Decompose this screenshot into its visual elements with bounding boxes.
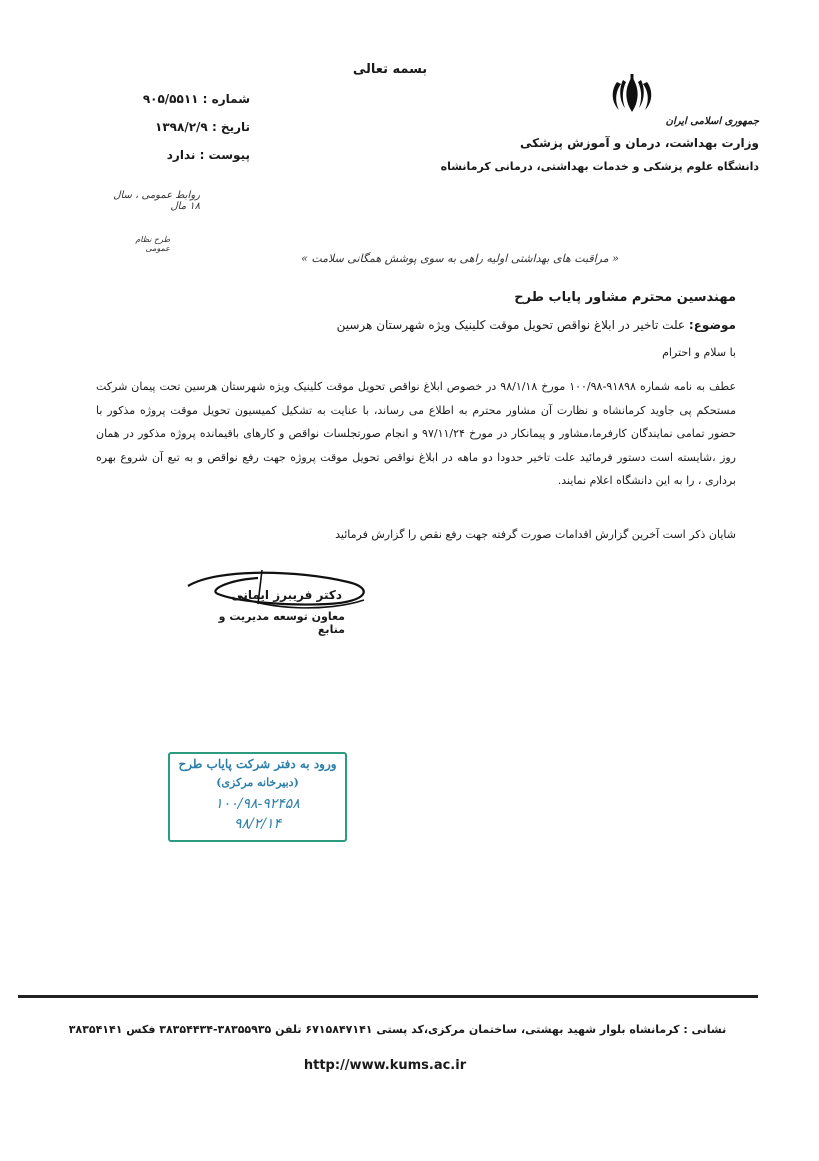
subject-label: موضوع:	[688, 318, 736, 332]
handwritten-note-1: روابط عمومی ، سال ۱۸ مال	[113, 190, 200, 212]
handwritten-note-2: طرح نظام عمومی	[135, 235, 170, 253]
footer-url[interactable]: http://www.kums.ac.ir	[303, 1058, 467, 1073]
letter-body: عطف به نامه شماره ۹۱۸۹۸-۱۰۰/۹۸ مورخ ۹۸/۱/۱۸ در خصوص ابلاغ نواقص تحویل موقت کلینیک ویژه شهرستان هرسین تحت پیمان شرکت مستحکم پی جاوید کرمانشاه و نظارت آن مشاور محترم به اطلاع می رساند، با عنایت به تشکیل کمیسیون تحویل موقت پروژه مذکور با حضور تمامی نمایندگان کارفرما،مشاور و پیمانکار در مورخ ۹۷/۱۱/۲۴ و انجام صورتجلسات نواقص و کارهای باقیمانده پروژه مذکور در همان روز ،شایسته است دستور فرمائید علت تاخیر حدودا دو ماهه در ابلاغ نواقص تحویل موقت پروژه جهت رفع نواقص و به تبع آن شروع بهره برداری ، را به این دانشگاه اعلام نمایند.	[96, 380, 737, 487]
letter-attachment	[80, 148, 250, 162]
stamp-date: ۹۸/۲/۱۴	[233, 816, 282, 832]
signatory-name: دکتر فریبرز ایمانی	[231, 588, 342, 602]
attachment-value: ندارد	[166, 148, 196, 162]
slogan: « مراقبت های بهداشتی اولیه راهی به سوی پوشش همگانی سلامت »	[301, 252, 619, 265]
stamp-number: ۱۰۰/۹۸-۹۲۴۵۸	[215, 796, 300, 812]
closing-note: شایان ذکر است آخرین گزارش اقدامات صورت گرفته جهت رفع نقص را گزارش فرمائید	[335, 528, 736, 541]
greeting: با سلام و احترام	[662, 346, 736, 359]
org-university: دانشگاه علوم پزشکی و خدمات بهداشتی، درمانی کرمانشاه	[440, 160, 759, 173]
footer-address: نشانی : کرمانشاه بلوار شهید بهشتی، ساختمان مرکزی،کد پستی ۶۷۱۵۸۴۷۱۴۱ تلفن ۳۸۳۵۵۹۳۵-۳۸۳۵۴۴۳۴ فکس ۳۸۳۵۴۱۴۱	[68, 1023, 727, 1036]
footer-divider	[18, 995, 758, 998]
addressee: مهندسین محترم مشاور پایاب طرح	[514, 290, 736, 305]
number-value: ۹۰۵/۵۵۱۱	[142, 92, 199, 106]
stamp-line-2: (دبیرخانه مرکزی)	[216, 776, 299, 789]
stamp-line-1: ورود به دفتر شرکت پایاب طرح	[178, 757, 337, 771]
letter-date	[80, 120, 250, 134]
subject-line	[337, 318, 736, 332]
receipt-stamp	[168, 752, 347, 842]
date-value: ۱۳۹۸/۲/۹	[155, 120, 208, 134]
signatory-title: معاون توسعه مدیریت و منابع	[218, 610, 345, 636]
iran-emblem-icon	[603, 72, 661, 120]
org-country: جمهوری اسلامی ایران	[665, 116, 759, 127]
letter-number	[80, 92, 250, 106]
date-label: تاریخ :	[211, 120, 250, 134]
basmala-heading: بسمه تعالی	[352, 62, 428, 77]
attachment-label: پیوست :	[199, 148, 250, 162]
subject-text: علت تاخیر در ابلاغ نواقص تحویل موقت کلینیک ویژه شهرستان هرسین	[336, 318, 686, 332]
number-label: شماره :	[202, 92, 250, 106]
org-ministry: وزارت بهداشت، درمان و آموزش پزشکی	[520, 136, 759, 150]
